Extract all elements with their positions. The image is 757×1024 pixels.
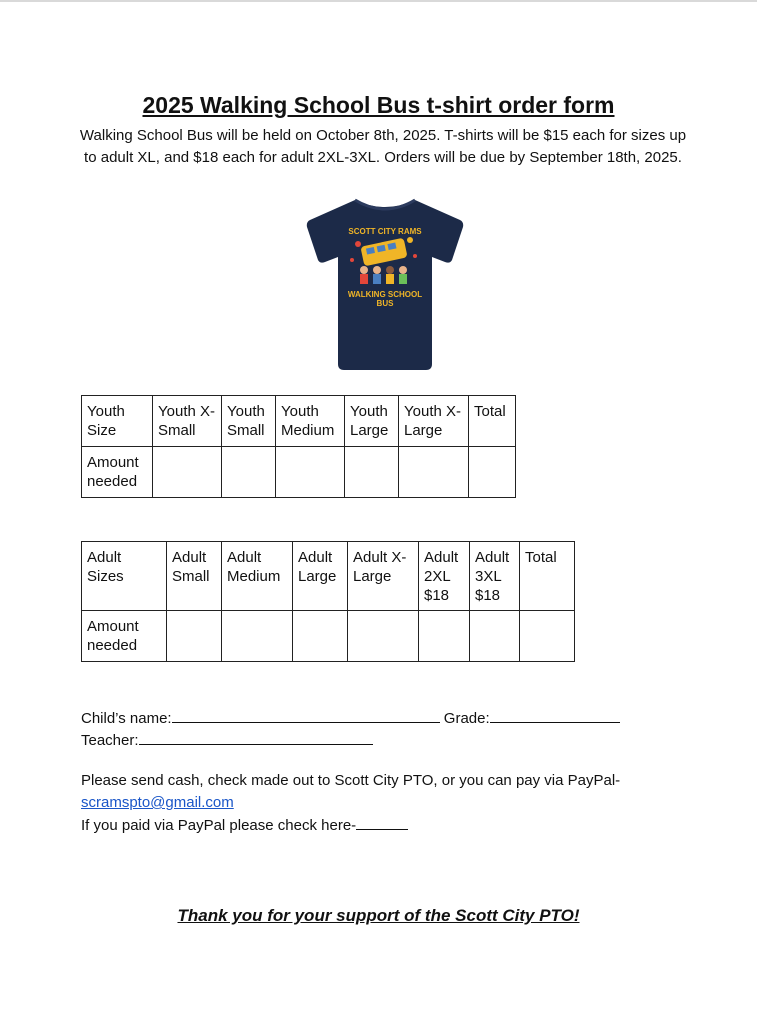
adult-medium-amount-cell[interactable] bbox=[222, 611, 293, 662]
paypal-check-field[interactable] bbox=[356, 815, 408, 830]
teacher-field[interactable] bbox=[139, 730, 373, 745]
child-name-label: Child’s name: bbox=[81, 710, 172, 727]
youth-total-amount-cell[interactable] bbox=[469, 447, 516, 498]
page-title: 2025 Walking School Bus t-shirt order form bbox=[142, 92, 615, 118]
paypal-email-line bbox=[81, 794, 234, 811]
adult-2xl-amount-cell[interactable] bbox=[419, 611, 470, 662]
paypal-check-line bbox=[81, 815, 408, 834]
youth-amount-label: Amount needed bbox=[82, 447, 153, 498]
adult-total-amount-cell[interactable] bbox=[520, 611, 575, 662]
youth-header-medium: Youth Medium bbox=[276, 396, 345, 447]
youth-header-xsmall: Youth X-Small bbox=[153, 396, 222, 447]
youth-large-amount-cell[interactable] bbox=[345, 447, 399, 498]
adult-large-amount-cell[interactable] bbox=[293, 611, 348, 662]
youth-header-small: Youth Small bbox=[222, 396, 276, 447]
shirt-bottom-text-1: WALKING SCHOOL bbox=[347, 290, 423, 299]
adult-xlarge-amount-cell[interactable] bbox=[348, 611, 419, 662]
adult-size-table bbox=[81, 541, 575, 662]
adult-3xl-amount-cell[interactable] bbox=[470, 611, 520, 662]
adult-header-small: Adult Small bbox=[167, 542, 222, 611]
adult-small-amount-cell[interactable] bbox=[167, 611, 222, 662]
child-grade-line bbox=[81, 708, 620, 727]
adult-header-3xl: Adult 3XL $18 bbox=[470, 542, 520, 611]
shirt-top-text: SCOTT CITY RAMS bbox=[348, 227, 422, 236]
teacher-line bbox=[81, 730, 373, 749]
youth-size-table bbox=[81, 395, 516, 498]
youth-header-xlarge: Youth X-Large bbox=[399, 396, 469, 447]
grade-field[interactable] bbox=[490, 708, 620, 723]
youth-xsmall-amount-cell[interactable] bbox=[153, 447, 222, 498]
youth-medium-amount-cell[interactable] bbox=[276, 447, 345, 498]
child-name-field[interactable] bbox=[172, 708, 440, 723]
paypal-email-link[interactable]: scramspto@gmail.com bbox=[81, 794, 234, 811]
youth-xlarge-amount-cell[interactable] bbox=[399, 447, 469, 498]
paypal-check-label: If you paid via PayPal please check here- bbox=[81, 817, 357, 834]
teacher-label: Teacher: bbox=[81, 732, 139, 749]
payment-instructions: Please send cash, check made out to Scott City PTO, or you can pay via PayPal- bbox=[81, 772, 621, 789]
adult-header-sizes: Adult Sizes bbox=[82, 542, 167, 611]
adult-header-xlarge: Adult X-Large bbox=[348, 542, 419, 611]
top-divider bbox=[0, 0, 757, 2]
youth-header-total: Total bbox=[469, 396, 516, 447]
shirt-bottom-text-2: BUS bbox=[376, 299, 394, 308]
tshirt-image bbox=[300, 192, 470, 388]
adult-header-total: Total bbox=[520, 542, 575, 611]
adult-amount-label: Amount needed bbox=[82, 611, 167, 662]
youth-header-large: Youth Large bbox=[345, 396, 399, 447]
adult-header-medium: Adult Medium bbox=[222, 542, 293, 611]
intro-paragraph: Walking School Bus will be held on October 8th, 2025. T-shirts will be $15 each for sizes up to adult XL, and $18 each for adult 2XL-3XL. Orders will be due by September 18th, 2025. bbox=[79, 127, 687, 166]
adult-header-2xl: Adult 2XL $18 bbox=[419, 542, 470, 611]
youth-header-size: Youth Size bbox=[82, 396, 153, 447]
adult-header-large: Adult Large bbox=[293, 542, 348, 611]
thank-you-note: Thank you for your support of the Scott City PTO! bbox=[177, 906, 580, 925]
grade-label: Grade: bbox=[443, 710, 490, 727]
youth-small-amount-cell[interactable] bbox=[222, 447, 276, 498]
